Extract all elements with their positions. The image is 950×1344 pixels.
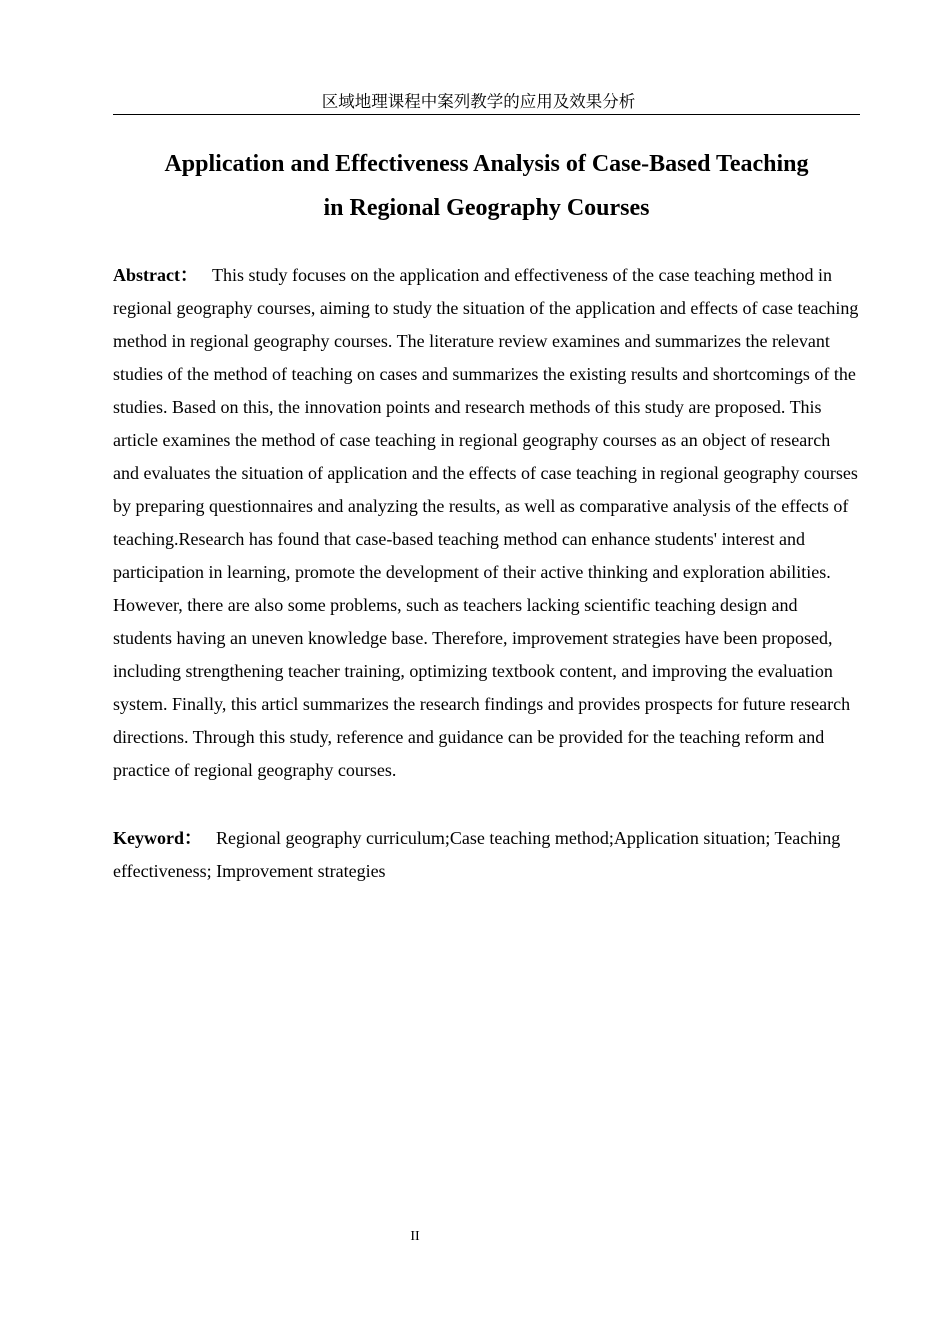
keywords-section [113, 822, 860, 888]
abstract-label: Abstract： [113, 265, 198, 285]
page-number: II [410, 1229, 420, 1244]
running-header-title: 区域地理课程中案列教学的应用及效果分析 [321, 92, 636, 111]
keywords-label: Keyword： [113, 828, 202, 848]
paper-title-line-2: in Regional Geography Courses [323, 195, 650, 221]
running-header [113, 91, 860, 115]
paper-title-line-1: Application and Effectiveness Analysis of Case-Based Teaching [164, 151, 809, 177]
abstract-section [113, 259, 860, 787]
keywords-text: Regional geography curriculum;Case teaching method;Application situation; Teaching effectiveness; Improvement strategies [113, 828, 841, 881]
paper-title [113, 142, 860, 230]
abstract-text: This study focuses on the application and effectiveness of the case teaching method in regional geography courses, aiming to study the situation of the application and effects of case teaching method in regional geography courses. The literature review examines and summarizes the relevant studies of the method of teaching on cases and summarizes the existing results and shortcomings of the studies. Based on this, the innovation points and research methods of this study are proposed. This article examines the method of case teaching in regional geography courses as an object of research and evaluates the situation of application and the effects of case teaching in regional geography courses by preparing questionnaires and analyzing the results, as well as comparative analysis of the effects of teaching.Research has found that case-based teaching method can enhance students' interest and participation in learning, promote the development of their active thinking and exploration abilities. However, there are also some problems, such as teachers lacking scientific teaching design and students having an uneven knowledge base. Therefore, improvement strategies have been proposed, including strengthening teacher training, optimizing textbook content, and improving the evaluation system. Finally, this articl summarizes the research findings and provides prospects for future research directions. Through this study, reference and guidance can be provided for the teaching reform and practice of regional geography courses. [113, 265, 859, 780]
